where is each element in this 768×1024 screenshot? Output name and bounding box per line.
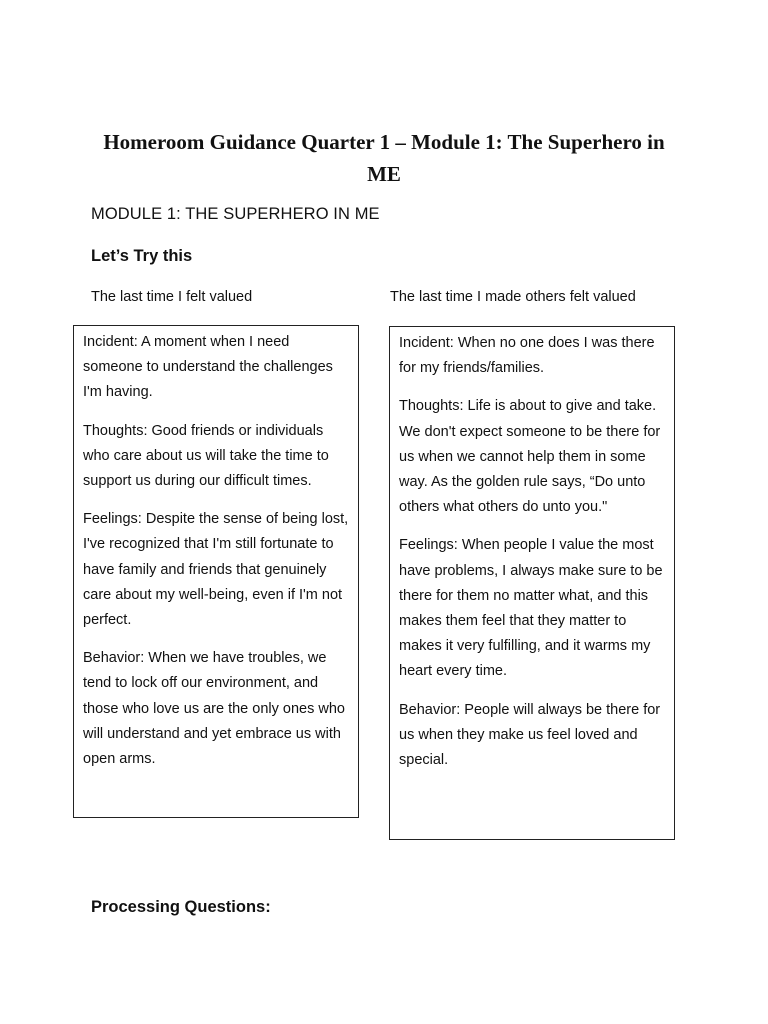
- behavior-paragraph: Behavior: People will always be there for us when they make us feel loved and special.: [399, 701, 661, 769]
- document-title: Homeroom Guidance Quarter 1 – Module 1: The Superhero in ME: [103, 130, 665, 186]
- left-column-heading: The last time I felt valued: [91, 289, 253, 305]
- module-heading: MODULE 1: THE SUPERHERO IN ME: [91, 205, 380, 223]
- felt-valued-box: [73, 325, 359, 818]
- made-others-valued-box: [389, 326, 675, 840]
- section-heading: Let’s Try this: [91, 247, 193, 265]
- incident-paragraph: Incident: When no one does I was there for my friends/families.: [399, 335, 655, 377]
- behavior-paragraph: Behavior: When we have troubles, we tend to lock off our environment, and those who love us are the only ones who will understand and yet embrace us with open arms.: [83, 650, 345, 768]
- feelings-paragraph: Feelings: When people I value the most have problems, I always make sure to be there for them no matter what, and this makes them feel that they matter to makes it very fulfilling, and it warms my heart every time.: [399, 537, 663, 680]
- incident-paragraph: Incident: A moment when I need someone to understand the challenges I'm having.: [83, 334, 333, 401]
- processing-questions-heading: Processing Questions:: [91, 898, 271, 916]
- thoughts-paragraph: Thoughts: Life is about to give and take. We don't expect someone to be there for us when we cannot help them in some way. As the golden rule says, “Do unto others what others do unto you.": [399, 398, 661, 516]
- thoughts-paragraph: Thoughts: Good friends or individuals who care about us will take the time to support us during our difficult times.: [83, 422, 329, 490]
- feelings-paragraph: Feelings: Despite the sense of being lost, I've recognized that I'm still fortunate to have family and friends that genuinely care about my well-being, even if I'm not perfect.: [83, 511, 349, 629]
- right-column-heading: The last time I made others felt valued: [390, 289, 636, 305]
